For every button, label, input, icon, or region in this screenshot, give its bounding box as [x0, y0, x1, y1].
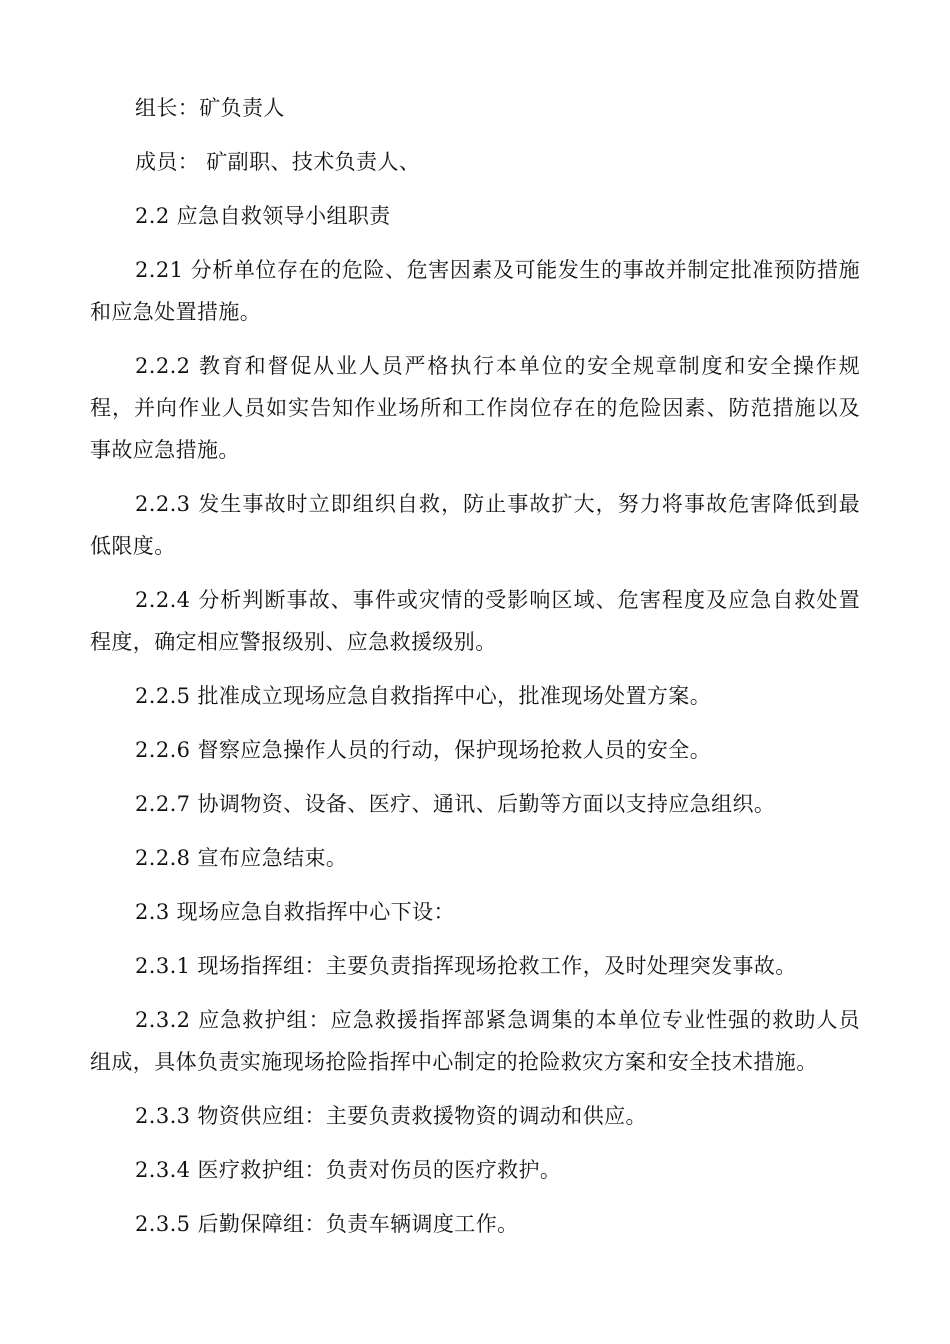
paragraph-2-2-1: 2.21 分析单位存在的危险、危害因素及可能发生的事故并制定批准预防措施和应急处置措施。 [90, 258, 860, 324]
paragraph-2-2-5: 2.2.5 批准成立现场应急自救指挥中心，批准现场处置方案。 [135, 684, 712, 708]
paragraph-2-2-6: 2.2.6 督察应急操作人员的行动，保护现场抢救人员的安全。 [135, 738, 712, 762]
paragraph-2-2-3: 2.2.3 发生事故时立即组织自救，防止事故扩大，努力将事故危害降低到最低限度。 [90, 492, 860, 558]
document-page [90, 87, 860, 1257]
paragraph-2-2-2: 2.2.2 教育和督促从业人员严格执行本单位的安全规章制度和安全操作规程，并向作业人员如实告知作业场所和工作岗位存在的危险因素、防范措施以及事故应急措施。 [90, 354, 860, 462]
paragraph-2-2-4: 2.2.4 分析判断事故、事件或灾情的受影响区域、危害程度及应急自救处置程度，确定相应警报级别、应急救援级别。 [90, 588, 860, 654]
paragraph-2-3-2: 2.3.2 应急救护组：应急救援指挥部紧急调集的本单位专业性强的救助人员组成，具体负责实施现场抢险指挥中心制定的抢险救灾方案和安全技术措施。 [90, 1008, 860, 1074]
paragraph-2-3-4: 2.3.4 医疗救护组：负责对伤员的医疗救护。 [135, 1158, 562, 1182]
paragraph-2-3-1: 2.3.1 现场指挥组：主要负责指挥现场抢救工作，及时处理突发事故。 [135, 954, 797, 978]
paragraph-2-3-3: 2.3.3 物资供应组：主要负责救援物资的调动和供应。 [135, 1104, 647, 1128]
paragraph-2-3-5: 2.3.5 后勤保障组：负责车辆调度工作。 [135, 1212, 519, 1236]
section-heading-2-2: 2.2 应急自救领导小组职责 [135, 204, 391, 228]
paragraph-team-members: 成员： 矿副职、技术负责人、 [135, 150, 421, 174]
section-heading-2-3: 2.3 现场应急自救指挥中心下设： [135, 900, 455, 924]
paragraph-2-2-8: 2.2.8 宣布应急结束。 [135, 846, 348, 870]
paragraph-2-2-7: 2.2.7 协调物资、设备、医疗、通讯、后勤等方面以支持应急组织。 [135, 792, 776, 816]
paragraph-team-leader: 组长：矿负责人 [135, 96, 285, 120]
